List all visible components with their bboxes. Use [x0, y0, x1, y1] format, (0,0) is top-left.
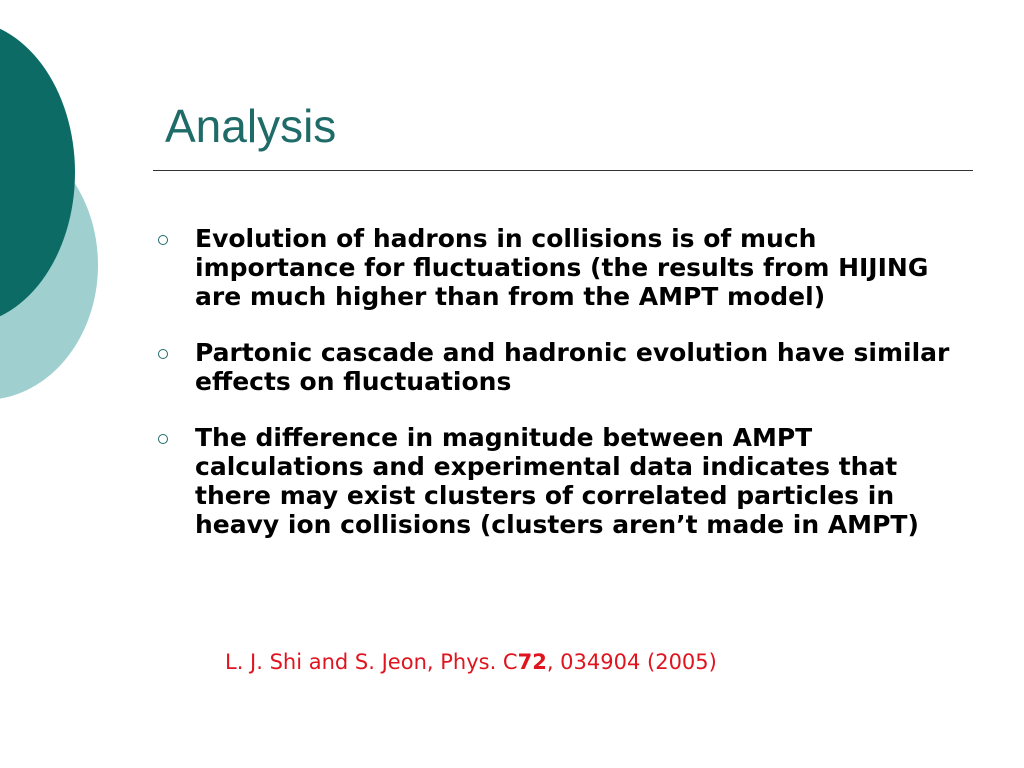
bullet-item [155, 224, 955, 311]
citation [225, 648, 717, 676]
citation-authors-journal: L. J. Shi and S. Jeon, Phys. C [225, 650, 518, 674]
bullet-list [155, 224, 955, 566]
bullet-item [155, 338, 955, 396]
citation-page-year: , 034904 (2005) [546, 650, 717, 674]
slide-title: Analysis [165, 100, 337, 152]
circle-bullet-icon [158, 349, 168, 359]
bullet-text: The difference in magnitude between AMPT calculations and experimental data indicates that there may exist clusters of correlated particles in heavy ion collisions (clusters aren’t made in AMPT) [195, 423, 919, 539]
circle-bullet-icon [158, 235, 168, 245]
circle-bullet-icon [158, 434, 168, 444]
bullet-text: Partonic cascade and hadronic evolution have similar effects on fluctuations [195, 338, 950, 396]
bullet-item [155, 423, 955, 539]
citation-volume: 72 [517, 650, 547, 674]
title-divider [153, 170, 973, 171]
bullet-text: Evolution of hadrons in collisions is of much importance for fluctuations (the results from HIJING are much higher than from the AMPT model) [195, 224, 929, 311]
